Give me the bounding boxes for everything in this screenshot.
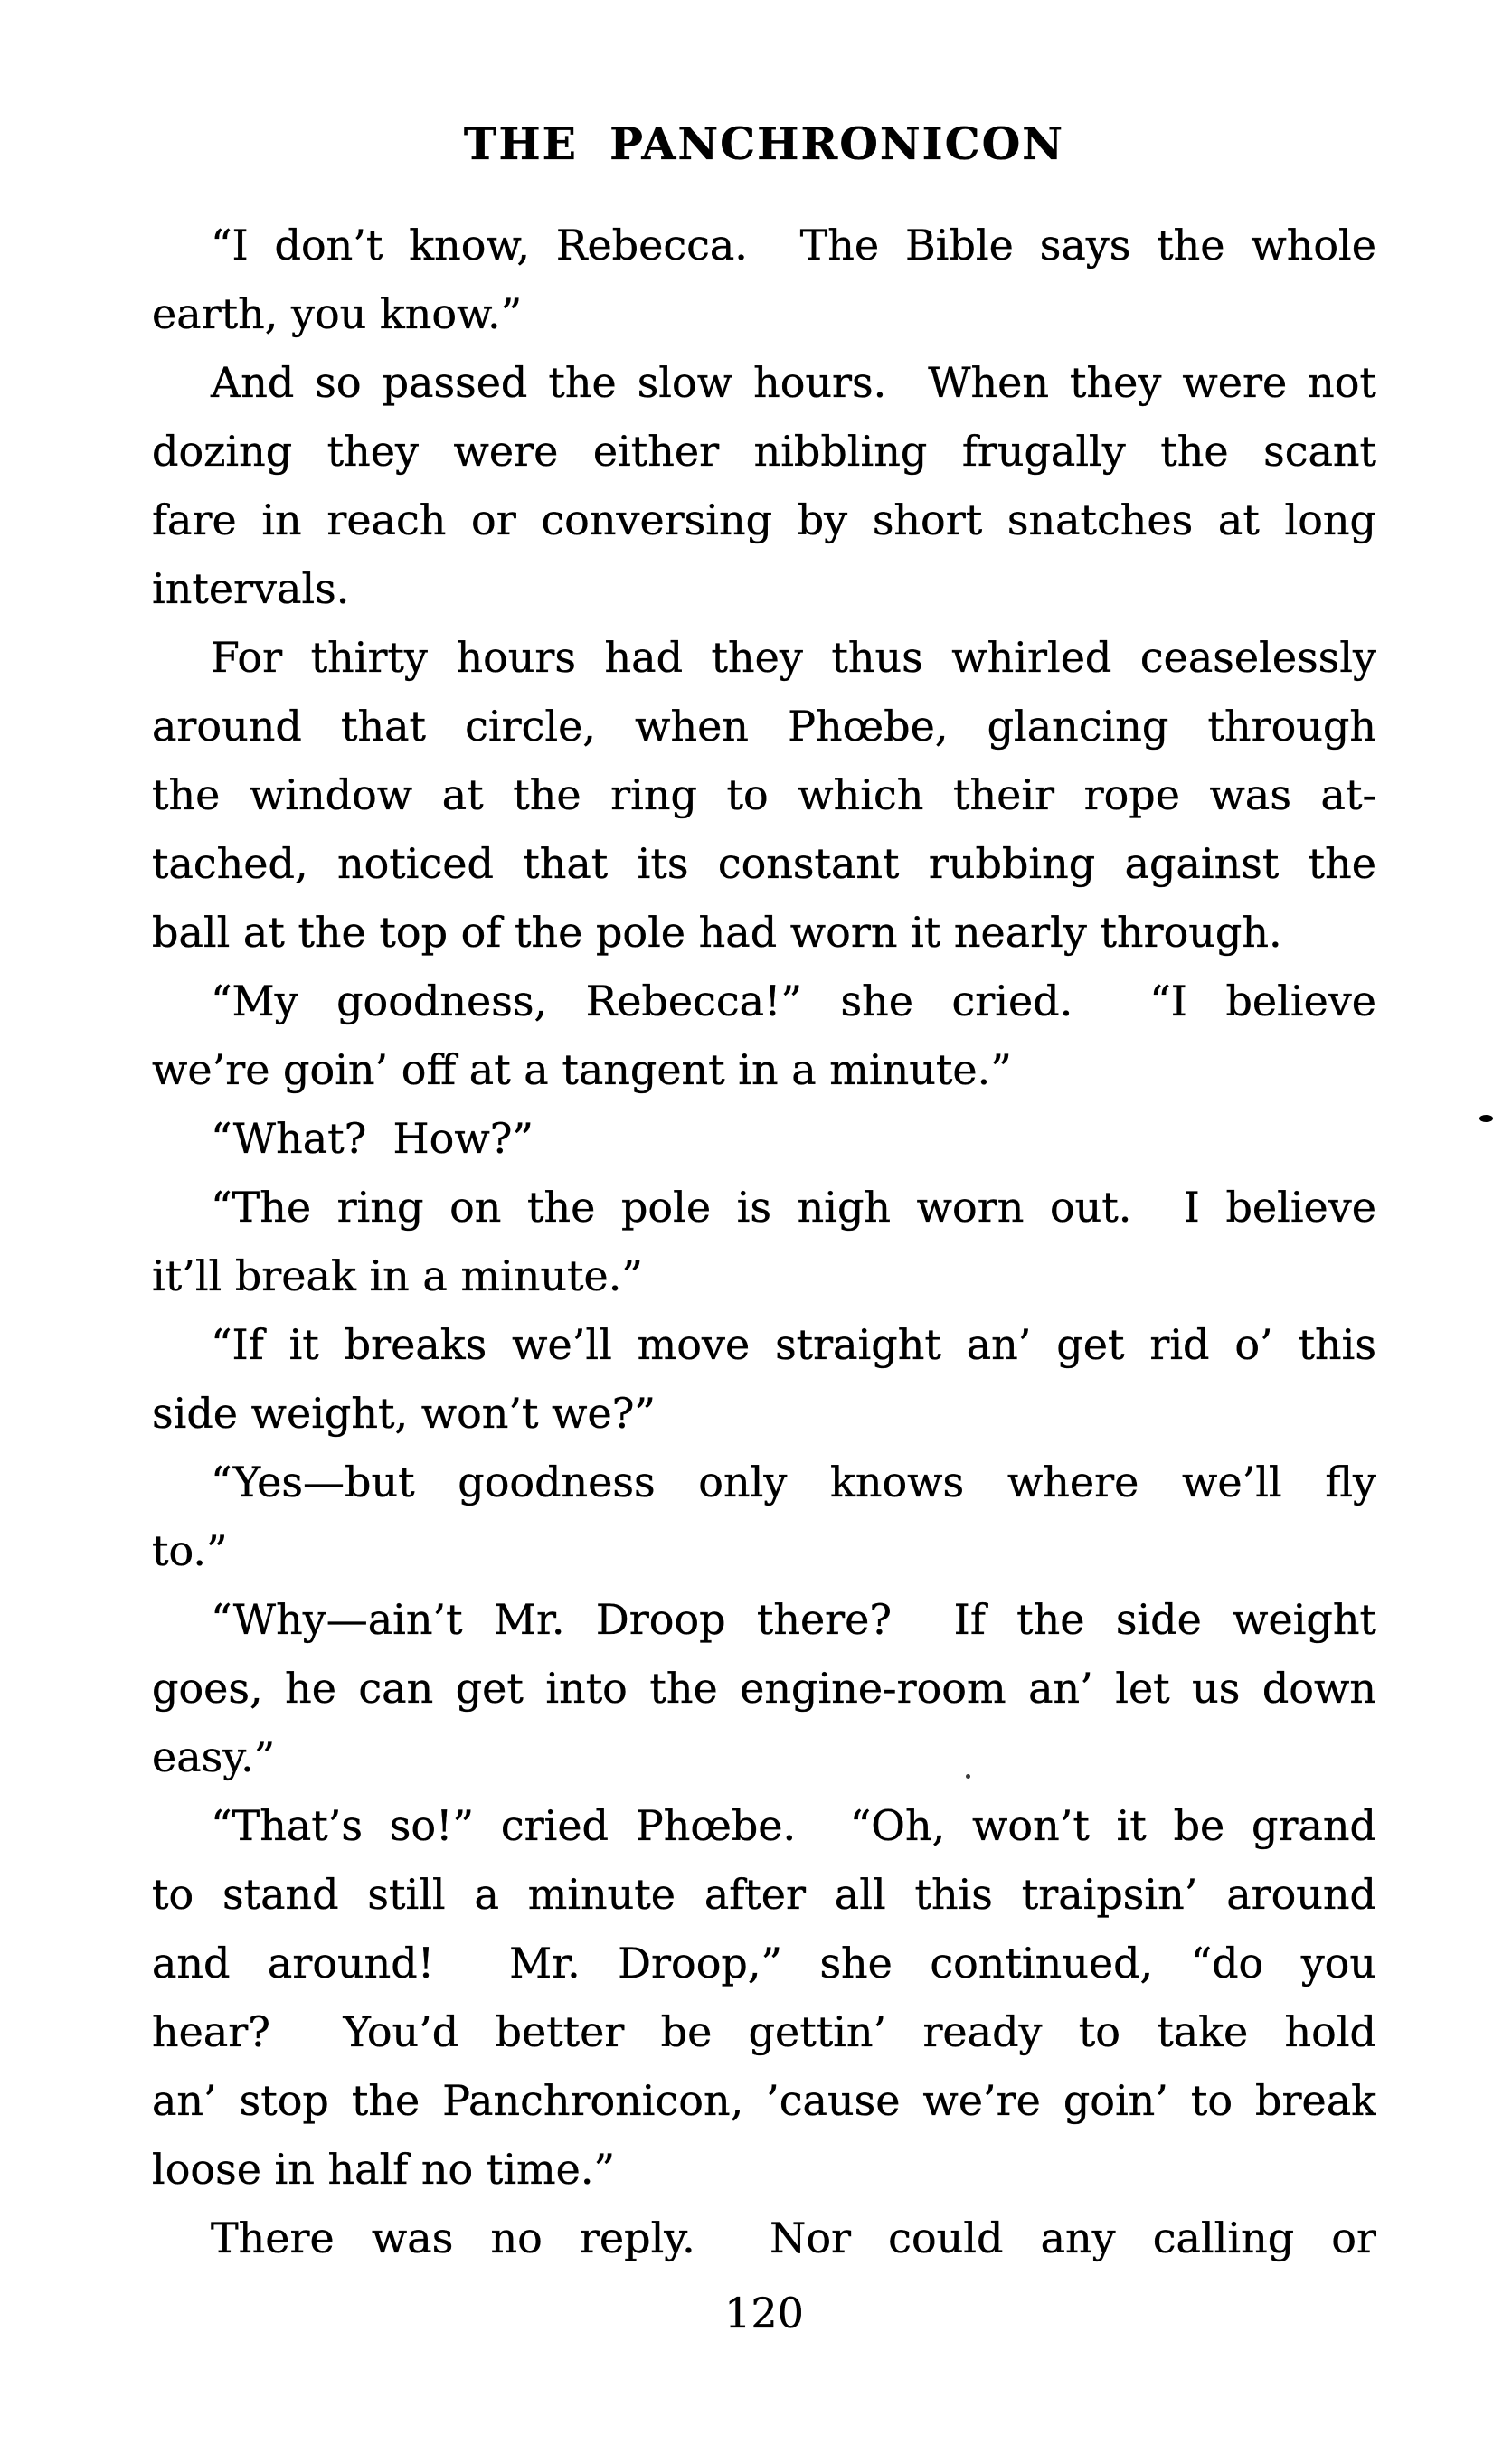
text-line: loose in half no time.” (152, 2145, 616, 2194)
text-line: to stand still a minute after all this traipsin’ around (152, 1870, 1376, 1919)
text-line: For thirty hours had they thus whirled ceaselessly (211, 633, 1376, 682)
text-line: “My goodness, Rebecca!” she cried. “I believe (211, 977, 1376, 1025)
body-text (152, 211, 1376, 2272)
text-line: intervals. (152, 564, 350, 613)
text-line: “What? How?” (211, 1114, 534, 1163)
text-line: dozing they were either nibbling frugally the scant (152, 427, 1376, 476)
ink-dot (966, 1774, 970, 1779)
text-line: “If it breaks we’ll move straight an’ get rid o’ this (211, 1320, 1376, 1369)
text-line: around that circle, when Phœbe, glancing through (152, 702, 1376, 751)
text-line: ball at the top of the pole had worn it nearly through. (152, 908, 1282, 957)
text-line: to.” (152, 1526, 228, 1575)
text-line: “Yes—but goodness only knows where we’ll fly (211, 1458, 1376, 1506)
text-line: There was no reply. Nor could any calling or (211, 2214, 1376, 2262)
text-line: and around! Mr. Droop,” she continued, “do you (152, 1939, 1376, 1987)
text-line: fare in reach or conversing by short snatches at long (152, 496, 1376, 544)
text-line: side weight, won’t we?” (152, 1389, 656, 1438)
page-number: 120 (724, 2289, 804, 2337)
text-line: “Why—ain’t Mr. Droop there? If the side weight (211, 1595, 1376, 1644)
text-line: hear? You’d better be gettin’ ready to take hold (152, 2007, 1376, 2056)
text-line: it’ll break in a minute.” (152, 1251, 643, 1300)
text-line: “That’s so!” cried Phœbe. “Oh, won’t it be grand (211, 1801, 1376, 1850)
text-line: And so passed the slow hours. When they were not (211, 358, 1376, 407)
text-line: goes, he can get into the engine-room an’ let us down (152, 1664, 1376, 1713)
ink-smudge (1479, 1115, 1493, 1122)
text-line: “The ring on the pole is nigh worn out. I believe (211, 1183, 1376, 1232)
running-head: THE PANCHRONICON (463, 118, 1065, 170)
text-line: tached, noticed that its constant rubbing against the (152, 839, 1376, 888)
text-line: we’re goin’ off at a tangent in a minute.” (152, 1045, 1012, 1094)
text-line: easy.” (152, 1732, 276, 1781)
text-line: “I don’t know, Rebecca. The Bible says the whole (211, 221, 1376, 269)
text-line: the window at the ring to which their rope was at- (152, 770, 1376, 819)
text-line: earth, you know.” (152, 289, 523, 338)
text-line: an’ stop the Panchronicon, ’cause we’re goin’ to break (152, 2076, 1376, 2125)
